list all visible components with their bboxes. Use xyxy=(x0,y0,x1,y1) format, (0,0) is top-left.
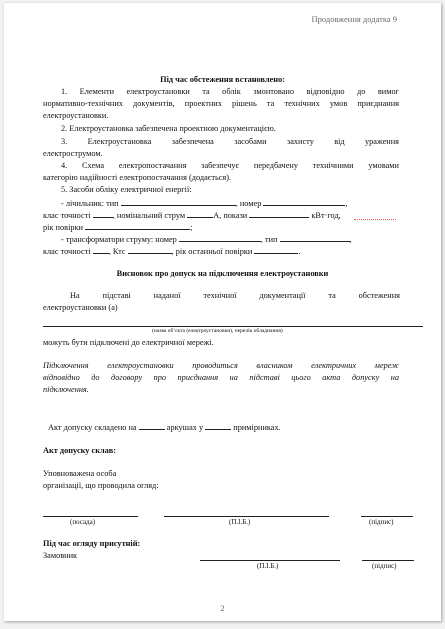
transformer-number-field[interactable] xyxy=(179,233,261,242)
transformer-year-field[interactable] xyxy=(254,245,301,256)
may-connect-text: можуть бути підключені до електричної мережі. xyxy=(43,338,214,347)
transformer-number-label: - трансформатори струму: номер xyxy=(61,235,177,244)
section-title-inspection: Під час обстеження встановлено: xyxy=(160,75,285,84)
item3-line2: електрострумом. xyxy=(43,149,103,158)
meter-reading-field[interactable] xyxy=(249,209,309,218)
page-number: 2 xyxy=(220,603,225,613)
connection-line2: відповідно до договору про приєднання на підставі цього акта допуску на xyxy=(43,373,399,382)
meter-type-field[interactable] xyxy=(121,197,236,206)
transformer-class-line xyxy=(43,245,301,256)
item1-line2: нормативно-технічних документів, проектних рішень та технічних умов приєднання xyxy=(43,99,399,108)
transformer-year-label: , рік останньої повірки xyxy=(171,247,253,256)
meter-year-field[interactable] xyxy=(85,221,193,232)
caption-name2: (П.І.Б.) xyxy=(257,562,279,570)
copies-count-field[interactable] xyxy=(205,421,231,430)
copies-middle: аркушах у xyxy=(166,423,204,432)
meter-current-label: , номінальний струм xyxy=(112,211,186,220)
transformer-ktc-label: , Ктс xyxy=(108,247,126,256)
meter-current-field[interactable] xyxy=(187,209,213,218)
basis-line1: На підставі наданої технічної документації та обстеження xyxy=(70,291,400,300)
caption-signature2: (підпис) xyxy=(372,562,397,570)
meter-year-label: рік повірки xyxy=(43,223,83,232)
item1-line3: електроустановки. xyxy=(43,111,109,120)
meter-class-label: клас точності xyxy=(43,211,91,220)
meter-type-label: - лічильник: тип xyxy=(61,199,119,208)
item2: 2. Електроустановка забезпечена проектною документацією. xyxy=(61,124,276,133)
customer-name-field[interactable] xyxy=(200,560,340,561)
object-name-field[interactable] xyxy=(43,326,423,327)
meter-number-label: , номер xyxy=(235,199,262,208)
transformer-type-field[interactable] xyxy=(280,233,350,242)
transformer-type-label: , тип xyxy=(260,235,278,244)
comma: , xyxy=(345,199,348,208)
item4-line2: категорію надійності електропостачання (додається). xyxy=(43,173,232,182)
customer-signature-field[interactable] xyxy=(362,560,414,561)
section-title-conclusion: Висновок про допуск на підключення електроустановки xyxy=(116,269,329,278)
meter-number-field[interactable] xyxy=(263,197,348,208)
item3-line1: 3. Електроустановка забезпечена засобами захисту від ураження xyxy=(61,137,399,146)
meter-line xyxy=(61,197,348,208)
position-field[interactable] xyxy=(43,516,138,517)
signature-field[interactable] xyxy=(361,516,413,517)
name-field[interactable] xyxy=(164,516,329,517)
customer-label: Замовник xyxy=(43,551,78,560)
copies-prefix: Акт допуску складено на xyxy=(48,423,137,432)
copies-suffix: примірниках. xyxy=(233,423,281,432)
authorized-org: організації, що проводила огляд: xyxy=(43,481,159,490)
item5: 5. Засоби обліку електричної енергії: xyxy=(61,185,192,194)
item4-line1: 4. Схема електропостачання забезпечує передбачену технічними умовами xyxy=(61,161,399,170)
authorized-person: Уповноважена особа xyxy=(43,469,117,478)
meter-class-line xyxy=(43,209,341,220)
transformer-ktc-field[interactable] xyxy=(128,245,172,254)
meter-amp-label: А, покази xyxy=(213,211,248,220)
continuation-header: Продовження додатка 9 xyxy=(311,14,397,24)
spellcheck-underline xyxy=(354,219,396,220)
caption-signature: (підпис) xyxy=(369,518,394,526)
copies-line xyxy=(48,421,281,432)
present-title: Під час огляду присутній: xyxy=(43,539,141,548)
document-page xyxy=(4,3,441,621)
semicolon: ; xyxy=(190,223,193,232)
caption-name: (П.І.Б.) xyxy=(229,518,251,526)
sheets-count-field[interactable] xyxy=(139,421,165,430)
comma: , xyxy=(349,235,352,244)
transformer-class-label: клас точності xyxy=(43,247,91,256)
object-caption: (назва об’єкта (електроустановки), перелік обладнання) xyxy=(152,328,283,334)
meter-unit-label: кВт·год, xyxy=(311,211,341,220)
transformer-line xyxy=(61,233,352,244)
dot: . xyxy=(298,247,301,256)
meter-year-line xyxy=(43,221,192,232)
basis-line2: електроустановки (а) xyxy=(43,303,118,312)
connection-line1: Підключення електроустановки проводиться власником електричних мереж xyxy=(43,361,399,370)
compiled-by-title: Акт допуску склав: xyxy=(43,446,117,455)
meter-class-field[interactable] xyxy=(93,209,113,218)
caption-position: (посада) xyxy=(70,518,96,526)
transformer-class-field[interactable] xyxy=(93,245,109,254)
item1-line1: 1. Елементи електроустановки та облік змонтовано відповідно до вимог xyxy=(61,87,399,96)
connection-line3: підключення. xyxy=(43,385,89,394)
